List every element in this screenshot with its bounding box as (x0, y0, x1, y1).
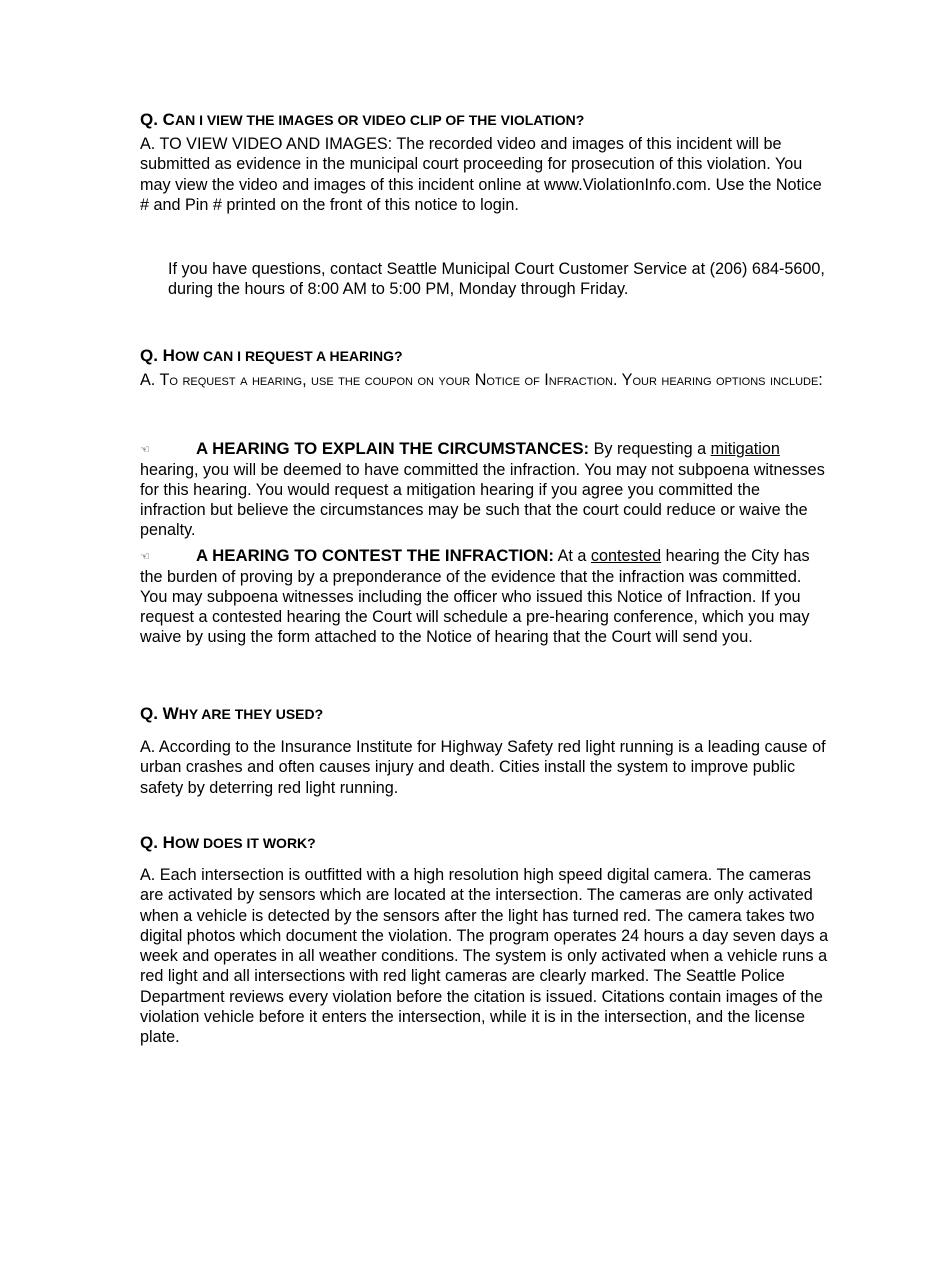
faq-view-images (140, 109, 830, 215)
contact-text: If you have questions, contact Seattle Municipal Court Customer Service at (206) 684-5600, during the hours of 8:00 AM to 5:00 PM, Monday through Friday. (168, 260, 825, 299)
answer-text: A. TO VIEW VIDEO AND IMAGES: The recorded video and images of this incident will be submitted as evidence in the municipal court proceeding for prosecution of this violation. You may view the video and images of this incident online at www.ViolationInfo.com. Use the Notice # and Pin # printed on the front of this notice to login. (140, 135, 822, 214)
contested-term: contested (590, 547, 662, 565)
pointing-hand-icon: ☜ (140, 550, 150, 563)
answer-text: A. To request a hearing, use the coupon on your Notice of Infraction. Your hearing options include: (140, 371, 823, 389)
hearing-option-contest: ☜ A HEARING TO CONTEST THE INFRACTION: At a contested hearing the City has the burden of proving by a preponderance of the evidence that the infraction was committed. You may subpoena witnesses including the officer who issued this Notice of Infraction. If you request a contested hearing the Court will schedule a pre-hearing conference, which you may waive by using the form attached to the Notice of hearing that the Court will send you. (140, 546, 810, 646)
answer-text: A. Each intersection is outfitted with a high resolution high speed digital camera. The cameras are activated by sensors which are located at the intersection. The cameras are only activated when a vehicle is detected by the sensors after the light has turned red. The camera takes two digital photos which document the violation. The program operates 24 hours a day seven days a week and operates in all weather conditions. The system is only activated when a vehicle runs a red light and all intersections with red light cameras are clearly marked. The Seattle Police Department reviews every violation before the citation is issued. Citations contain images of the violation vehicle before it enters the intersection, while it is in the intersection, and the license plate. (140, 866, 829, 1047)
option-heading: A HEARING TO CONTEST THE INFRACTION: (196, 546, 554, 565)
question-heading: Q. HOW CAN I REQUEST A HEARING? (140, 346, 403, 365)
pointing-hand-icon: ☜ (140, 443, 150, 456)
question-heading: Q. HOW DOES IT WORK? (140, 833, 316, 852)
answer-text: A. According to the Insurance Institute for Highway Safety red light running is a leading cause of urban crashes and often causes injury and death. Cities install the system to improve public safety by deterring red light running. (140, 738, 826, 797)
contact-info (168, 259, 830, 300)
mitigation-term: mitigation (710, 440, 780, 458)
faq-request-hearing (140, 345, 830, 391)
faq-why-used (140, 703, 830, 798)
faq-how-it-works (140, 832, 830, 1048)
hearing-option-mitigation: ☜ A HEARING TO EXPLAIN THE CIRCUMSTANCES: By requesting a mitigation hearing, you will be deemed to have committed the infraction. You may not subpoena witnesses for this hearing. You would request a mitigation hearing if you agree you committed the infraction but believe the circumstances may be such that the court could reduce or waive the penalty. (140, 439, 825, 539)
question-heading: Q. WHY ARE THEY USED? (140, 704, 324, 723)
option-heading: A HEARING TO EXPLAIN THE CIRCUMSTANCES: (196, 439, 590, 458)
question-heading: Q. CAN I VIEW THE IMAGES OR VIDEO CLIP OF THE VIOLATION? (140, 110, 585, 129)
